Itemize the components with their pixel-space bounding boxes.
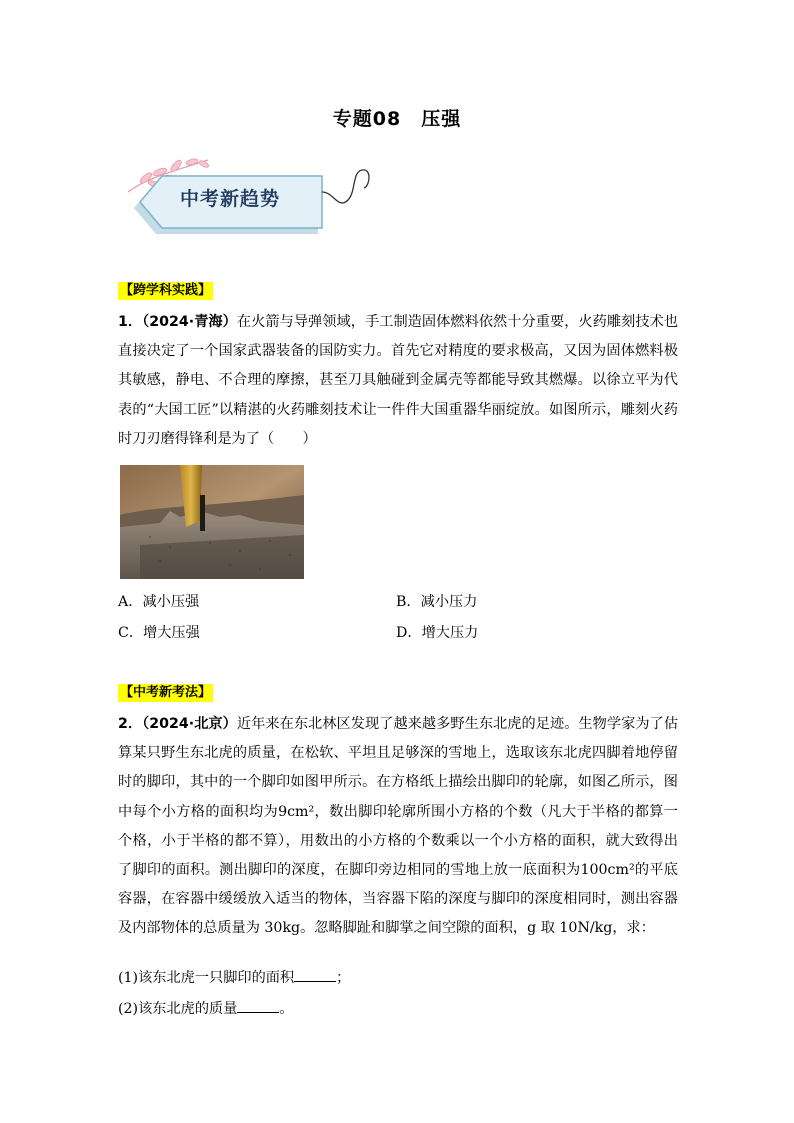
banner-label: 中考新趋势 [180, 188, 281, 210]
question-2 [118, 710, 678, 944]
option-letter: A． [118, 594, 143, 610]
subquestion-2 [118, 998, 294, 1019]
option-text: 减小压力 [420, 594, 478, 610]
option-letter: B． [396, 594, 421, 610]
subquestion-end: ； [336, 970, 351, 986]
question-number: 1． [118, 314, 143, 330]
option-d[interactable] [396, 623, 478, 643]
question-1 [118, 308, 678, 454]
squiggle-icon [322, 170, 369, 203]
question-number: 2． [118, 716, 143, 732]
option-text: 增大压强 [143, 625, 200, 641]
page-title: 专题08 压强 [332, 108, 462, 130]
option-c[interactable] [118, 623, 200, 643]
carving-photo [120, 465, 304, 579]
section-tag: 【跨学科实践】 [120, 283, 212, 298]
option-letter: C． [118, 625, 144, 641]
option-a[interactable] [118, 592, 199, 612]
option-text: 减小压强 [142, 594, 200, 610]
question-source: （2024·青海） [142, 314, 237, 330]
question-text: 在火箭与导弹领域，手工制造固体燃料依然十分重要，火药雕刻技术也直接决定了一个国家武器装备的国防实力。首先它对精度的要求极高，又因为固体燃料极其敏感，静电、不合理的摩擦，甚至刀具触碰到金属壳等都能导致其燃爆。以徐立平为代表的“大国工匠”以精湛的火药雕刻技术让一件件大国重器华丽绽放。如图所示，雕刻火药时刀刃磨得锋利是为了（ ） [118, 314, 679, 447]
question-source: （2024·北京） [142, 716, 237, 732]
subquestion-1 [118, 967, 350, 988]
subquestion-end: 。 [279, 1001, 294, 1017]
subquestion-label: (1)该东北虎一只脚印的面积 [118, 970, 295, 986]
option-text: 增大压力 [421, 625, 479, 641]
option-letter: D． [396, 625, 422, 641]
subquestion-label: (2)该东北虎的质量 [118, 1001, 238, 1017]
answer-blank[interactable] [294, 967, 336, 982]
section-tag: 【中考新考法】 [120, 685, 212, 700]
question-text: 近年来在东北林区发现了越来越多野生东北虎的足迹。生物学家为了估算某只野生东北虎的质量，在松软、平坦且足够深的雪地上，选取该东北虎四脚着地停留时的脚印，其中的一个脚印如图甲所示。在方格纸上描绘出脚印的轮廓，如图乙所示，图中每个小方格的面积均为9cm²，数出脚印轮廓所围小方格的个数（凡大于半格的都算一个格，小于半格的都不算），用数出的小方格的个数乘以一个小方格的面积，就大致得出了脚印的面积。测出脚印的深度，在脚印旁边相同的雪地上放一底面积为100cm²的平底容器，在容器中缓缓放入适当的物体，当容器下陷的深度与脚印的深度相同时，测出容器及内部物体的总质量为 30kg。忽略脚趾和脚掌之间空隙的面积，g 取 10N/kg，求： [118, 716, 679, 937]
option-b[interactable] [396, 592, 477, 612]
answer-blank[interactable] [237, 998, 279, 1013]
